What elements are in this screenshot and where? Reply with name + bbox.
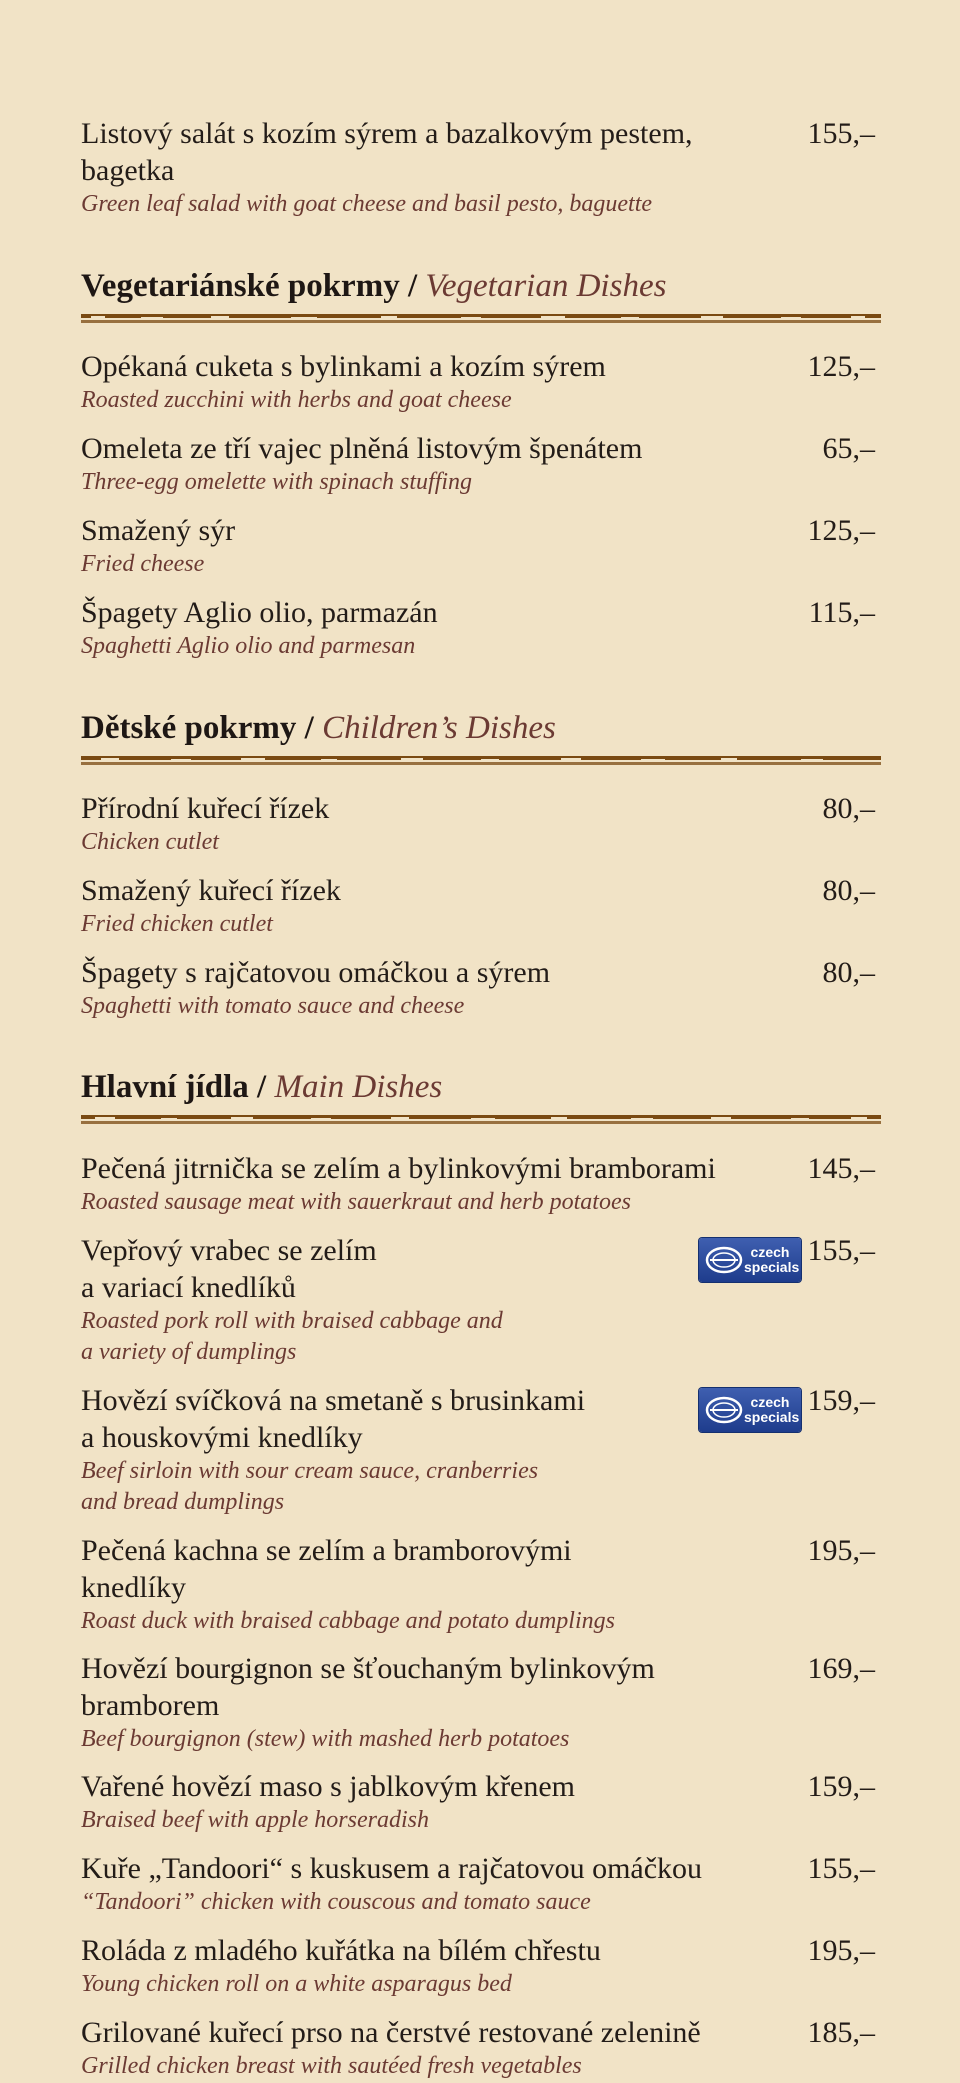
section-title-en: Children’s Dishes <box>322 710 556 746</box>
menu-item <box>81 512 881 580</box>
menu-item <box>81 115 881 220</box>
item-name-cz: Špagety Aglio olio, parmazán <box>81 596 438 629</box>
item-name-en: Three-egg omelette with spinach stuffing <box>81 469 473 495</box>
item-price: 155,– <box>807 117 875 150</box>
item-name-cz: Omeleta ze tří vajec plněná listovým špenátem <box>81 432 643 465</box>
item-name-en: Beef bourgignon (stew) with mashed herb potatoes <box>81 1726 570 1752</box>
menu-item <box>81 954 881 1022</box>
item-price: 80,– <box>822 956 875 989</box>
section-title-separator: / <box>257 1069 267 1105</box>
item-name-cz: Roláda z mladého kuřátka na bílém chřestu <box>81 1934 601 1967</box>
menu-item <box>81 872 881 940</box>
czech-specials-logo-icon <box>704 1245 744 1275</box>
badge-label: czech specials <box>744 1394 800 1425</box>
menu-item <box>81 348 881 416</box>
item-name-en: Roasted sausage meat with sauerkraut and herb potatoes <box>81 1189 631 1215</box>
menu-item <box>81 790 881 858</box>
menu-item <box>81 1532 881 1637</box>
section-title-en: Main Dishes <box>274 1069 443 1105</box>
section-vegetarian <box>81 266 881 306</box>
item-name-en: Spaghetti with tomato sauce and cheese <box>81 993 465 1019</box>
menu-item <box>81 430 881 498</box>
section-title-cz: Hlavní jídla <box>81 1069 249 1105</box>
item-price: 80,– <box>822 792 875 825</box>
item-price: 195,– <box>807 1934 875 1967</box>
item-name-en: Young chicken roll on a white asparagus bed <box>81 1971 512 1997</box>
section-title-cz: Vegetariánské pokrmy <box>81 268 400 304</box>
menu-item <box>81 1232 881 1368</box>
section-title-cz: Dětské pokrmy <box>81 710 297 746</box>
menu-item <box>81 1850 881 1918</box>
item-name-en: Roasted pork roll with braised cabbage and a variety of dumplings <box>81 1308 503 1365</box>
item-price: 145,– <box>807 1152 875 1185</box>
item-price: 125,– <box>807 514 875 547</box>
item-name-cz: Pečená kachna se zelím a bramborovými knedlíky <box>81 1534 572 1604</box>
menu-item <box>81 1650 881 1755</box>
czech-specials-badge <box>699 1238 801 1282</box>
item-name-cz: Vařené hovězí maso s jablkovým křenem <box>81 1770 576 1803</box>
czech-specials-badge <box>699 1388 801 1432</box>
section-divider <box>81 1113 881 1127</box>
section-divider <box>81 312 881 326</box>
item-name-cz: Grilované kuřecí prso na čerstvé restované zelenině <box>81 2016 701 2049</box>
item-name-cz: Špagety s rajčatovou omáčkou a sýrem <box>81 956 551 989</box>
item-name-en: “Tandoori” chicken with couscous and tomato sauce <box>81 1889 591 1915</box>
item-name-cz: Kuře „Tandoori“ s kuskusem a rajčatovou omáčkou <box>81 1852 703 1885</box>
section-title <box>81 1067 881 1107</box>
item-name-cz: Smažený kuřecí řízek <box>81 874 341 907</box>
badge-label: czech specials <box>744 1244 800 1275</box>
item-price: 159,– <box>807 1384 875 1417</box>
item-price: 125,– <box>807 350 875 383</box>
menu-item <box>81 1932 881 2000</box>
item-name-cz: Hovězí svíčková na smetaně s brusinkami a houskovými knedlíky <box>81 1384 586 1454</box>
item-name-cz: Hovězí bourgignon se šťouchaným bylinkovým bramborem <box>81 1652 655 1722</box>
item-price: 185,– <box>807 2016 875 2049</box>
menu-item <box>81 1382 881 1518</box>
item-name-cz: Vepřový vrabec se zelím a variací knedlíků <box>81 1234 377 1304</box>
menu-item <box>81 594 881 662</box>
czech-specials-logo-icon <box>704 1395 744 1425</box>
item-price: 115,– <box>808 596 875 629</box>
menu-item <box>81 1150 881 1218</box>
section-children <box>81 708 881 748</box>
item-name-cz: Opékaná cuketa s bylinkami a kozím sýrem <box>81 350 606 383</box>
item-price: 155,– <box>807 1852 875 1885</box>
menu-item <box>81 2014 881 2082</box>
item-name-en: Roasted zucchini with herbs and goat cheese <box>81 387 512 413</box>
item-name-en: Roast duck with braised cabbage and potato dumplings <box>81 1608 615 1634</box>
item-name-en: Fried chicken cutlet <box>81 911 273 937</box>
item-name-cz: Přírodní kuřecí řízek <box>81 792 330 825</box>
item-price: 65,– <box>822 432 875 465</box>
item-name-cz: Smažený sýr <box>81 514 236 547</box>
section-title-separator: / <box>407 268 418 304</box>
item-name-en: Green leaf salad with goat cheese and basil pesto, baguette <box>81 191 653 217</box>
item-price: 80,– <box>822 874 875 907</box>
item-name-cz: Listový salát s kozím sýrem a bazalkovým pestem, bagetka <box>81 117 693 187</box>
section-main <box>81 1067 881 1107</box>
section-title-separator: / <box>304 710 314 746</box>
item-name-en: Grilled chicken breast with sautéed fresh vegetables <box>81 2053 582 2079</box>
item-price: 195,– <box>807 1534 875 1567</box>
item-price: 159,– <box>807 1770 875 1803</box>
item-name-en: Braised beef with apple horseradish <box>81 1807 429 1833</box>
section-title <box>81 708 881 748</box>
section-divider <box>81 754 881 768</box>
section-title-en: Vegetarian Dishes <box>425 268 667 304</box>
item-name-cz: Pečená jitrnička se zelím a bylinkovými bramborami <box>81 1152 716 1185</box>
item-name-en: Chicken cutlet <box>81 829 219 855</box>
item-name-en: Fried cheese <box>81 551 205 577</box>
menu-item <box>81 1768 881 1836</box>
item-name-en: Beef sirloin with sour cream sauce, cranberries and bread dumplings <box>81 1458 539 1515</box>
item-name-en: Spaghetti Aglio olio and parmesan <box>81 633 416 659</box>
item-price: 169,– <box>807 1652 875 1685</box>
section-title <box>81 266 881 306</box>
item-price: 155,– <box>807 1234 875 1267</box>
